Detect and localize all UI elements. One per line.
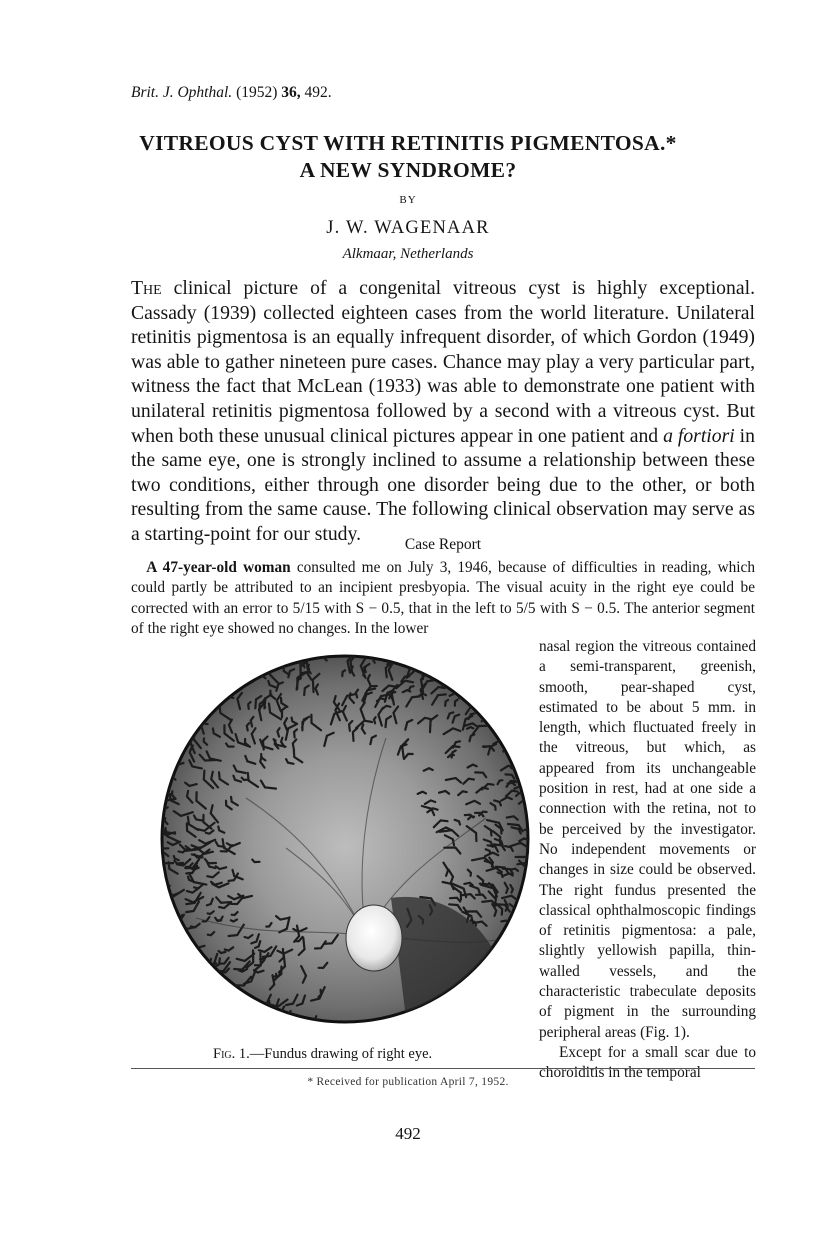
figure-label: Fig. 1. [213, 1046, 250, 1062]
citation-page: 492. [304, 84, 332, 101]
figure-caption-text: —Fundus drawing of right eye. [249, 1046, 433, 1062]
footnote-rule [131, 1068, 755, 1069]
title-line-2: A NEW SYNDROME? [299, 158, 517, 182]
right-column-text [539, 637, 756, 1084]
column-paragraph-2: Except for a small scar due to choroiditis in the temporal [539, 1043, 756, 1082]
intro-text-b: in the same eye, one is strongly inclined to assume a relationship between these two conditions, either through one disorder being due to the other, or both resulting from the same cause. The following clinical observation may serve as a starting-point for our study. [131, 424, 755, 545]
article-title [100, 130, 716, 184]
intro-text-a: clinical picture of a congenital vitreous cyst is highly exceptional. Cassady (1939) collected eighteen cases from the world literature. Unilateral retinitis pigmentosa is an equally infrequent disorder, of which Gordon (1949) was able to gather nineteen pure cases. Chance may play a very particular part, witness the fact that McLean (1933) was able to demonstrate one patient with unilateral retinitis pigmentosa followed by a second with a vitreous cyst. But when both these unusual clinical pictures appear in one patient and [131, 277, 755, 447]
optic-papilla [346, 905, 402, 971]
figure-caption [213, 1046, 432, 1063]
intro-first-word: The [131, 277, 162, 299]
page-number: 492 [395, 1124, 421, 1143]
citation-year: (1952) [236, 84, 278, 101]
citation-journal: Brit. J. Ophthal. [131, 84, 233, 101]
title-line-1: VITREOUS CYST WITH RETINITIS PIGMENTOSA.* [139, 131, 677, 155]
section-heading: Case Report [404, 536, 482, 553]
fundus-drawing-figure [156, 648, 534, 1031]
case-report-paragraph [131, 558, 755, 639]
citation [131, 84, 332, 102]
byline: BY [399, 194, 417, 206]
case-text: consulted me on July 3, 1946, because of difficulties in reading, which could partly be attributed to an incipient presbyopia. The visual acuity in the right eye could be corrected with an error to 5/15 with S − 0.5, that in the left to 5/5 with S − 0.5. The anterior segment of the right eye showed no changes. In the lower [131, 559, 755, 637]
column-paragraph-1: nasal region the vitreous contained a semi-transparent, greenish, smooth, pear-shaped cyst, estimated to be about 5 mm. in length, which fluctuated freely in the vitreous, but which, as appeared from its unchangeable position in rest, had at one side a connection with the retina, not to be perceived by the investigator. No independent movements or changes in size could be observed. The right fundus presented the classical ophthalmoscopic findings of retinitis pigmentosa: a pale, slightly yellowish papilla, thin-walled vessels, and the characteristic trabeculate deposits of pigment in the surrounding peripheral areas (Fig. 1). [539, 638, 756, 1041]
intro-italic: a fortiori [663, 424, 735, 447]
author-affiliation: Alkmaar, Netherlands [342, 246, 474, 262]
footnote: * Received for publication April 7, 1952. [307, 1076, 509, 1088]
intro-paragraph [131, 276, 755, 547]
case-lead: A 47-year-old woman [146, 559, 291, 576]
author-name: J. W. WAGENAAR [326, 218, 490, 238]
citation-volume: 36, [281, 84, 301, 101]
